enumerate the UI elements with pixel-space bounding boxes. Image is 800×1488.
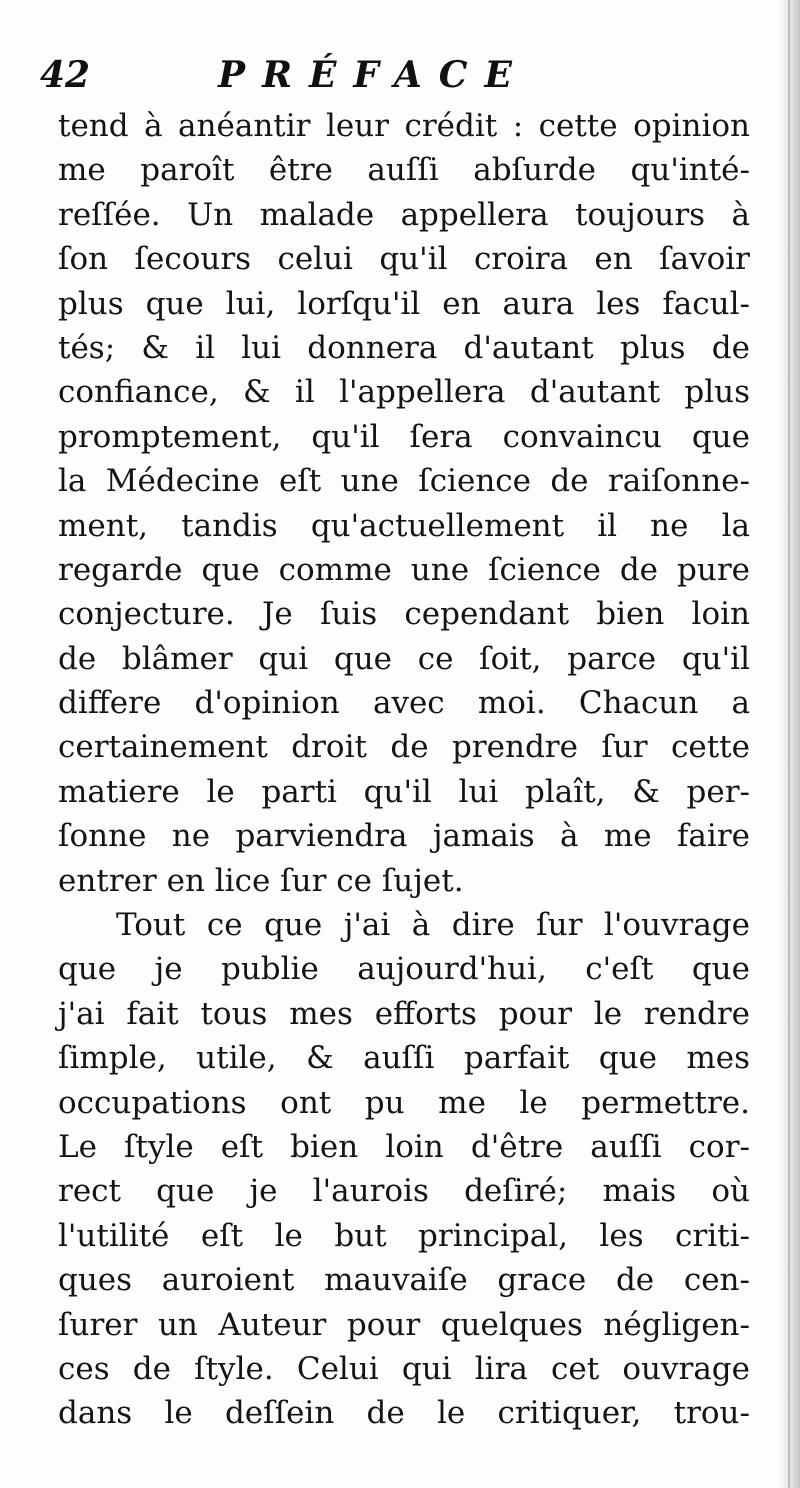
text-line: tés; & il lui donnera d'autant plus de	[58, 329, 750, 366]
text-line: me paroît être auſſi abſurde qu'inté-	[58, 152, 750, 189]
text-line: tend à anéantir leur crédit : cette opinion	[58, 108, 750, 144]
text-line: reſſée. Un malade appellera toujours à	[58, 196, 750, 233]
text-line: rect que je l'aurois deſiré; mais où	[58, 1173, 750, 1210]
text-line: promptement, qu'il ſera convaincu que	[58, 418, 750, 455]
paragraph-start-line: Tout ce que j'ai à dire ſur l'ouvrage	[116, 907, 750, 944]
text-line: ſimple, utile, & auſſi parfait que mes	[58, 1040, 750, 1077]
text-line: ſurer un Auteur pour quelques négligen-	[58, 1306, 750, 1343]
text-line: regarde que comme une ſcience de pure	[58, 551, 750, 588]
text-line: plus que lui, lorſqu'il en aura les facul-	[58, 285, 750, 322]
text-line: certainement droit de prendre ſur cette	[58, 729, 750, 766]
paragraph-end-line: entrer en lice ſur ce ſujet.	[58, 862, 464, 899]
text-line: ment, tandis qu'actuellement il ne la	[58, 507, 750, 544]
text-line: dans le deſſein de le critiquer, trou-	[58, 1395, 750, 1432]
page-number: 42	[40, 54, 91, 96]
text-line: ſonne ne parviendra jamais à me faire	[58, 818, 750, 855]
text-line: ſon ſecours celui qu'il croira en ſavoir	[58, 241, 750, 278]
text-line: l'utilité eſt le but principal, les criti-	[58, 1217, 750, 1254]
text-line: matiere le parti qu'il lui plaît, & per-	[58, 773, 750, 810]
page-edge-line	[788, 0, 790, 1488]
text-line: ques auroient mauvaiſe grace de cen-	[58, 1262, 750, 1299]
text-line: j'ai fait tous mes efforts pour le rendre	[58, 995, 750, 1032]
text-line: confiance, & il l'appellera d'autant plus	[58, 374, 750, 411]
text-line: Le ſtyle eſt bien loin d'être auſſi cor-	[58, 1128, 750, 1165]
text-line: occupations ont pu me le permettre.	[58, 1084, 750, 1121]
body-text	[58, 104, 750, 1436]
text-line: de blâmer qui que ce ſoit, parce qu'il	[58, 640, 750, 677]
running-head: PRÉFACE	[218, 54, 529, 96]
text-line: la Médecine eſt une ſcience de raiſonne-	[58, 463, 750, 500]
page-header	[0, 50, 800, 110]
text-line: conjecture. Je ſuis cependant bien loin	[58, 596, 750, 633]
text-line: que je publie aujourd'hui, c'eſt que	[58, 951, 750, 988]
text-line: differe d'opinion avec moi. Chacun a	[58, 685, 750, 722]
text-line: ces de ſtyle. Celui qui lira cet ouvrage	[58, 1350, 750, 1387]
